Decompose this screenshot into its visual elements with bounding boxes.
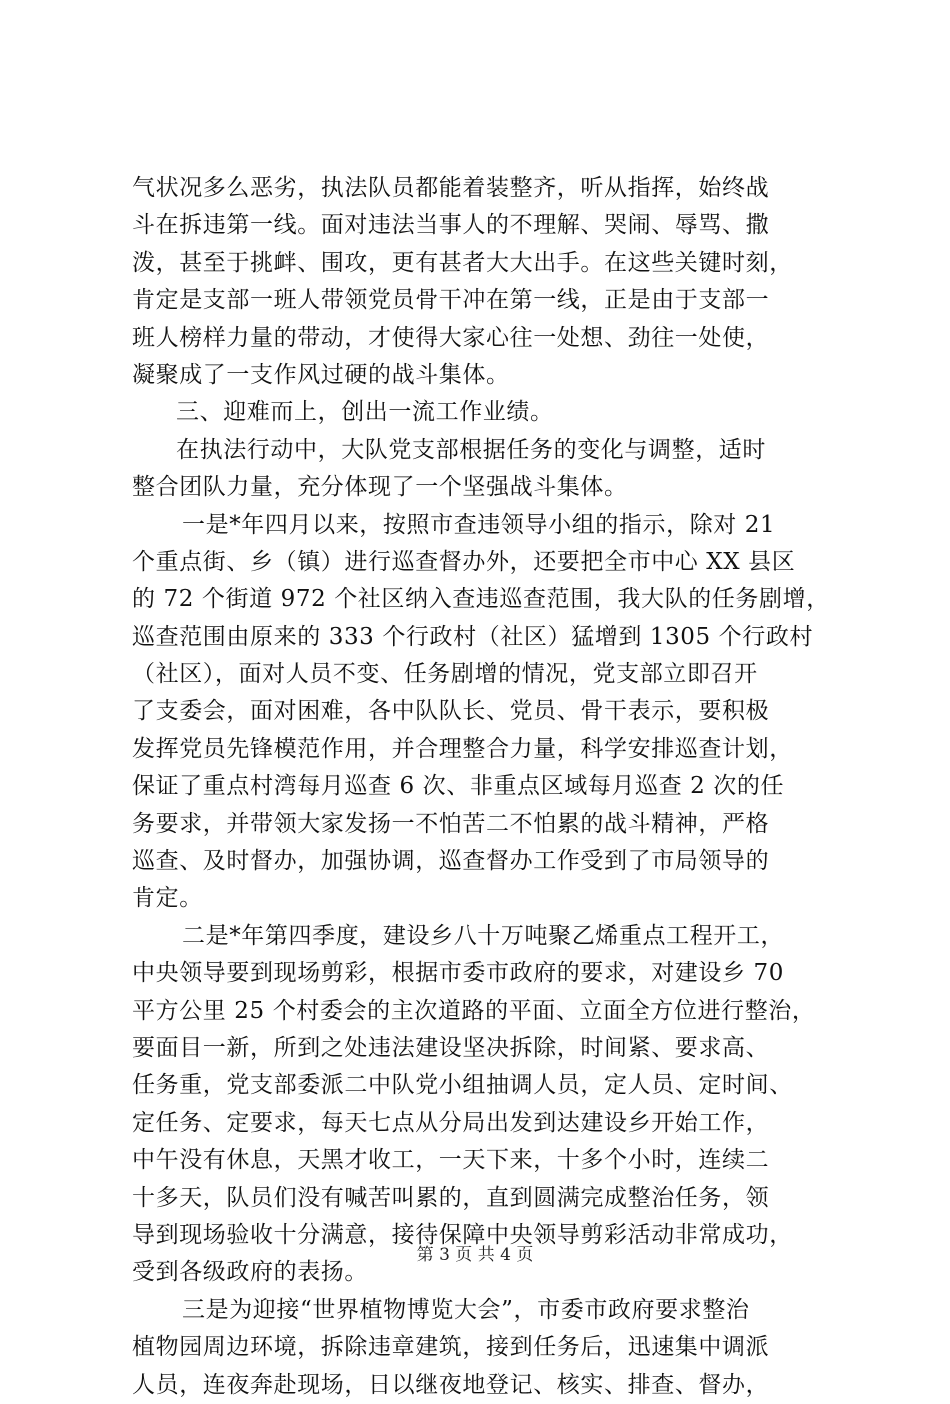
text-line: 定任务、定要求，每天七点从分局出发到达建设乡开始工作，: [132, 1109, 770, 1136]
text-line: 在执法行动中，大队党支部根据任务的变化与调整，适时: [176, 436, 766, 463]
text-line: 保证了重点村湾每月巡查 6 次、非重点区域每月巡查 2 次的任: [132, 773, 785, 800]
text-line: 人员，连夜奔赴现场，日以继夜地登记、核实、排查、督办，: [132, 1371, 770, 1398]
text-line: 个重点街、乡（镇）进行巡查督办外，还要把全市中心 XX 县区: [132, 548, 796, 575]
text-line: （社区），面对人员不变、任务剧增的情况，党支部立即召开: [132, 661, 758, 688]
text-line: 三是为迎接“世界植物博览大会”，市委市政府要求整治: [182, 1296, 750, 1323]
text-line: 要面目一新，所到之处违法建设坚决拆除，时间紧、要求高、: [132, 1034, 770, 1061]
text-line: 气状况多么恶劣，执法队员都能着装整齐，听从指挥，始终战: [132, 175, 770, 201]
text-line: 整合团队力量，充分体现了一个坚强战斗集体。: [132, 474, 628, 501]
text-line: 斗在拆违第一线。面对违法当事人的不理解、哭闹、辱骂、撒: [132, 212, 770, 239]
page-number: 第 3 页 共 4 页: [416, 1245, 534, 1265]
document-body: [132, 170, 832, 1404]
text-line: 巡查、及时督办，加强协调，巡查督办工作受到了市局领导的: [132, 848, 770, 875]
text-line: 任务重，党支部委派二中队党小组抽调人员，定人员、定时间、: [132, 1072, 793, 1099]
text-line: 泼，甚至于挑衅、围攻，更有甚者大大出手。在这些关键时刻，: [132, 249, 793, 276]
text-line: 植物园周边环境，拆除违章建筑，接到任务后，迅速集中调派: [132, 1334, 770, 1361]
text-line: 平方公里 25 个村委会的主次道路的平面、立面全方位进行整治，: [132, 997, 816, 1024]
text-line: 务要求，并带领大家发扬一不怕苦二不怕累的战斗精神，严格: [132, 810, 770, 837]
text-line: 肯定。: [132, 885, 203, 912]
text-line: 的 72 个街道 972 个社区纳入查违巡查范围，我大队的任务剧增，: [132, 586, 830, 613]
text-line: 十多天，队员们没有喊苦叫累的，直到圆满完成整治任务，领: [132, 1184, 770, 1211]
page-footer: [0, 1244, 950, 1266]
text-line: 班人榜样力量的带动，才使得大家心往一处想、劲往一处使，: [132, 324, 770, 351]
text-line: 导到现场验收十分满意，接待保障中央领导剪彩活动非常成功，: [132, 1221, 793, 1248]
text-line: 二是*年第四季度，建设乡八十万吨聚乙烯重点工程开工，: [182, 922, 785, 949]
text-line: 一是*年四月以来，按照市查违领导小组的指示，除对 21: [182, 511, 776, 538]
text-line: 中午没有休息，天黑才收工，一天下来，十多个小时，连续二: [132, 1147, 770, 1174]
text-line: 肯定是支部一班人带领党员骨干冲在第一线，正是由于支部一: [132, 287, 770, 314]
section-heading: 三、迎难而上，创出一流工作业绩。: [176, 399, 554, 426]
text-line: 受到各级政府的表扬。: [132, 1259, 368, 1286]
text-line: 凝聚成了一支作风过硬的战斗集体。: [132, 361, 510, 388]
text-line: 了支委会，面对困难，各中队队长、党员、骨干表示，要积极: [132, 698, 770, 725]
text-line: 发挥党员先锋模范作用，并合理整合力量，科学安排巡查计划，: [132, 735, 793, 762]
text-line: 中央领导要到现场剪彩，根据市委市政府的要求，对建设乡 70: [132, 960, 784, 987]
text-line: 巡查范围由原来的 333 个行政村（社区）猛增到 1305 个行政村: [132, 623, 814, 650]
